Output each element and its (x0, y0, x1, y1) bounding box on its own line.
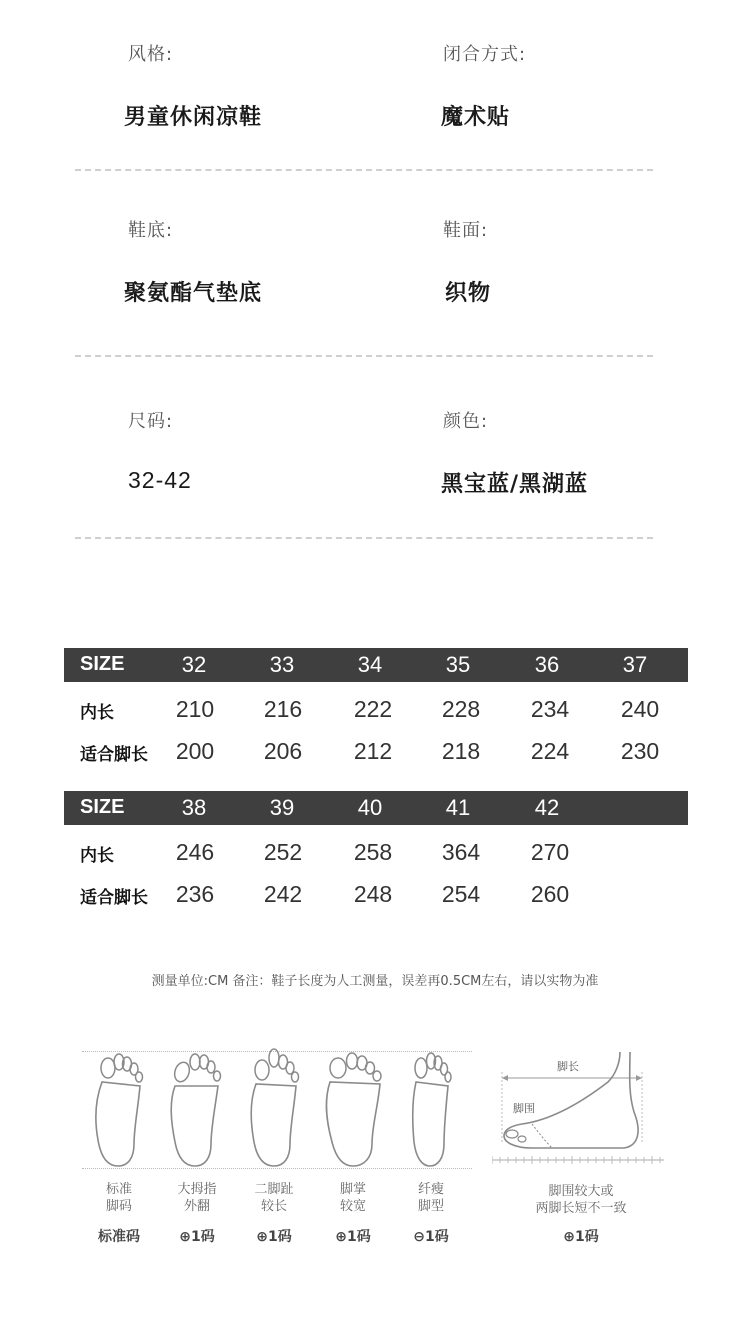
spec-label: 尺码: (128, 411, 174, 432)
foot-caption (239, 1181, 309, 1215)
size-header-cell: 39 (269, 795, 295, 820)
side-view-caption (496, 1183, 666, 1217)
row-label: 内长 (80, 846, 114, 866)
spec-value: 黑宝蓝/黑湖蓝 (441, 472, 589, 497)
foot-bunion-icon (165, 1048, 225, 1170)
size-header-label: SIZE (80, 796, 125, 818)
table-row (64, 877, 688, 917)
foot-caption-line: 纤瘦 (417, 1182, 444, 1197)
foot-caption-line: 脚掌 (339, 1182, 366, 1197)
table-row (64, 835, 688, 875)
spec-value: 聚氨酯气垫底 (124, 281, 263, 306)
row-label: 适合脚长 (80, 745, 148, 765)
table-cell: 242 (263, 881, 303, 907)
spec-upper (443, 216, 491, 307)
table-cell: 222 (353, 696, 393, 722)
table-cell: 200 (175, 738, 215, 764)
spec-size-range (128, 407, 192, 494)
table-cell: 254 (441, 881, 481, 907)
row-label: 适合脚长 (80, 888, 148, 908)
size-header-cell: 37 (622, 652, 648, 677)
spec-label: 鞋底: (128, 220, 174, 241)
table-cell: 230 (620, 738, 660, 764)
foot-caption (84, 1181, 154, 1215)
foot-length-label: 脚长 (557, 1060, 579, 1073)
size-header-cell: 36 (534, 652, 560, 677)
foot-caption-line: 较长 (260, 1199, 287, 1214)
table-cell: 234 (530, 696, 570, 722)
foot-caption-line: 脚型 (417, 1199, 444, 1214)
foot-caption (162, 1181, 232, 1215)
divider (75, 355, 653, 357)
size-header-cell: 40 (357, 795, 383, 820)
divider (75, 169, 653, 171)
foot-slim-icon (402, 1048, 458, 1170)
measurement-note: 测量单位:CM 备注：鞋子长度为人工测量，误差再0.5CM左右，请以实物为准 (151, 974, 599, 989)
size-table-1 (64, 648, 688, 778)
foot-caption (396, 1181, 466, 1215)
table-row (64, 692, 688, 732)
spec-value: 织物 (445, 281, 492, 306)
table-cell: 216 (263, 696, 303, 722)
spec-style (124, 40, 263, 131)
spec-label: 风格: (128, 44, 174, 65)
size-header-row (64, 791, 688, 825)
table-cell: 252 (263, 839, 303, 865)
table-cell: 206 (263, 738, 303, 764)
foot-size-advice: ⊕1码 (179, 1229, 215, 1245)
foot-caption-line: 较宽 (339, 1199, 366, 1214)
spec-row-3 (0, 407, 750, 517)
size-header-row (64, 648, 688, 682)
foot-caption-line: 脚码 (105, 1199, 132, 1214)
spec-value: 男童休闲凉鞋 (124, 105, 263, 130)
spec-label: 颜色: (443, 411, 489, 432)
table-row (64, 734, 688, 774)
spec-color (443, 407, 588, 498)
row-label: 内长 (80, 703, 114, 723)
size-header-cell: 33 (269, 652, 295, 677)
foot-caption-line: 二脚趾 (254, 1182, 294, 1197)
side-caption-line: 两脚长短不一致 (535, 1201, 627, 1216)
table-cell: 364 (441, 839, 481, 865)
foot-wide-icon (322, 1048, 384, 1170)
size-header-label: SIZE (80, 653, 125, 675)
foot-size-advice: ⊖1码 (413, 1229, 449, 1245)
table-cell: 224 (530, 738, 570, 764)
size-header-cell: 42 (534, 795, 560, 820)
spec-value: 32-42 (128, 467, 192, 493)
spec-row-2 (0, 216, 750, 326)
table-cell: 210 (175, 696, 215, 722)
table-cell: 240 (620, 696, 660, 722)
side-size-advice: ⊕1码 (563, 1229, 599, 1245)
table-cell: 246 (175, 839, 215, 865)
table-cell: 218 (441, 738, 481, 764)
side-caption-line: 脚围较大或 (548, 1184, 614, 1199)
size-header-cell: 34 (357, 652, 383, 677)
foot-caption-line: 标准 (105, 1182, 132, 1197)
table-cell: 248 (353, 881, 393, 907)
spec-row-1 (0, 40, 750, 150)
spec-value: 魔术贴 (441, 105, 511, 130)
table-cell: 270 (530, 839, 570, 865)
spec-label: 闭合方式: (443, 44, 527, 65)
spec-sole (124, 216, 263, 307)
foot-long-toe-icon (244, 1046, 304, 1170)
spec-closure (443, 40, 526, 131)
table-cell: 260 (530, 881, 570, 907)
foot-size-advice: 标准码 (98, 1229, 140, 1245)
foot-caption-line: 大拇指 (177, 1182, 217, 1197)
spec-label: 鞋面: (443, 220, 489, 241)
foot-caption (318, 1181, 388, 1215)
size-header-cell: 41 (445, 795, 471, 820)
foot-girth-label: 脚围 (513, 1102, 535, 1115)
size-header-cell: 35 (445, 652, 471, 677)
divider (75, 537, 653, 539)
table-cell: 228 (441, 696, 481, 722)
table-cell: 236 (175, 881, 215, 907)
foot-size-advice: ⊕1码 (256, 1229, 292, 1245)
size-table-2 (64, 791, 688, 921)
foot-standard-icon (88, 1048, 148, 1170)
table-cell: 258 (353, 839, 393, 865)
foot-size-advice: ⊕1码 (335, 1229, 371, 1245)
table-cell: 212 (353, 738, 393, 764)
size-header-cell: 32 (181, 652, 207, 677)
foot-caption-line: 外翻 (183, 1199, 210, 1214)
size-header-cell: 38 (181, 795, 207, 820)
